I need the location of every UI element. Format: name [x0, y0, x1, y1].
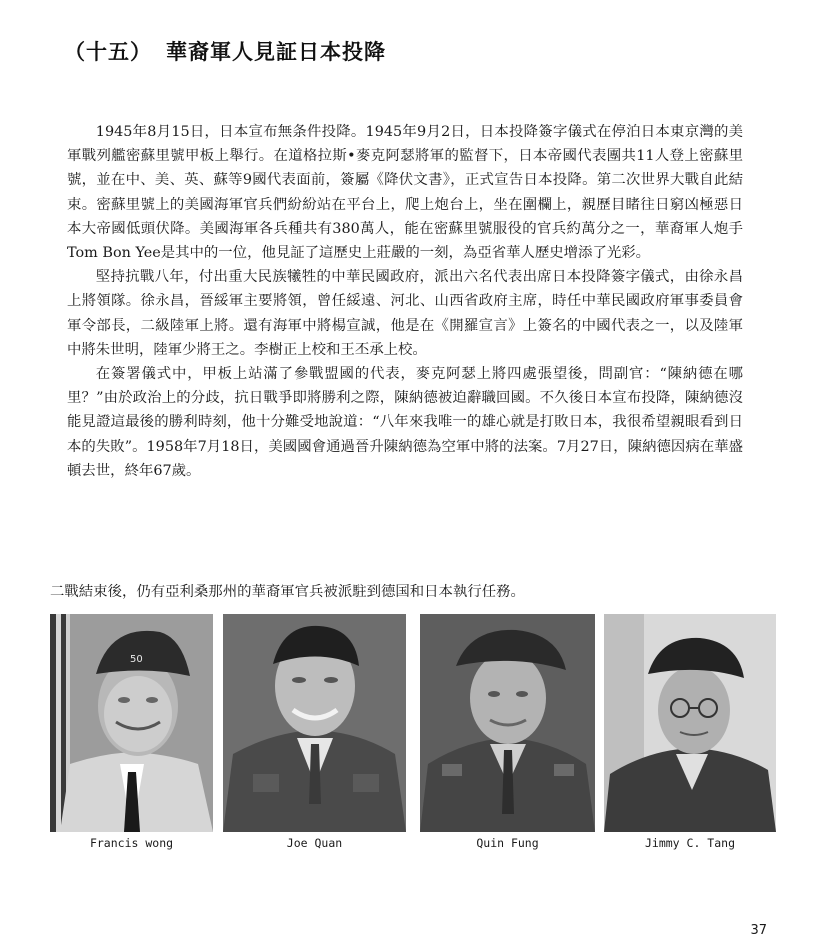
- photo-jimmy-c-tang: [604, 614, 776, 832]
- article-body: [67, 120, 743, 483]
- photo-name-quin-fung: Quin Fung: [476, 836, 539, 850]
- photo-caption: 二戰結束後，仍有亞利桑那州的華裔軍官兵被派駐到德国和日本執行任務。: [50, 584, 525, 600]
- portrait-image: [50, 614, 213, 832]
- section-title: [64, 36, 386, 66]
- paragraph: 在簽署儀式中，甲板上站滿了參戰盟國的代表，麥克阿瑟上將四處張望後，問副官：“陳納德在哪里？”由於政治上的分歧，抗日戰爭即將勝利之際，陳納德被迫辭職回國。不久後日本宣布投降，陳納德沒能見證這最後的勝利時刻，他十分難受地說道：“八年來我唯一的雄心就是打敗日本，我很希望親眼看到日本的失敗”。1958年7月18日，美國國會通過晉升陳納德為空軍中將的法案。7月27日，陳納德因病在華盛頓去世，終年67歲。: [67, 366, 743, 479]
- section-number: （十五）: [64, 40, 152, 64]
- photo-name-jimmy-c-tang: Jimmy C. Tang: [644, 836, 735, 850]
- photo-joe-quan: [223, 614, 406, 832]
- photo-name-joe-quan: Joe Quan: [286, 836, 343, 850]
- photo-name-francis-wong: Francis wong: [89, 836, 174, 850]
- cap-number: 50: [130, 654, 143, 665]
- paragraph: 1945年8月15日，日本宣布無条件投降。1945年9月2日，日本投降簽字儀式在停泊日本東京灣的美軍戰列艦密蘇里號甲板上舉行。在道格拉斯•麥克阿瑟將軍的監督下，日本帝國代表團共11人登上密蘇里號，並在中、美、英、蘇等9國代表面前，簽屬《降伏文書》，正式宣告日本投降。第二次世界大戰自此結束。密蘇里號上的美國海軍官兵們紛紛站在平台上，爬上炮台上，坐在圍欄上，親歷目睹往日窮凶極惡日本大帝國低頭伏降。美國海軍各兵種共有380萬人，能在密蘇里號服役的官兵約萬分之一，華裔軍人炮手Tom Bon Yee是其中的一位，他見証了這歷史上莊嚴的一刻，為亞省華人歷史增添了光彩。: [67, 124, 743, 262]
- page-number: 37: [750, 923, 767, 938]
- photo-francis-wong: [50, 614, 213, 832]
- photo-quin-fung: [420, 614, 595, 832]
- paragraph: 堅持抗戰八年，付出重大民族犧牲的中華民國政府，派出六名代表出席日本投降簽字儀式，由徐永昌上將領隊。徐永昌，晉綏軍主要將領，曾任綏遠、河北、山西省政府主席，時任中華民國政府軍事委員會軍令部長，二級陸軍上將。還有海軍中將楊宣誠，他是在《開羅宣言》上簽名的中國代表之一，以及陸軍中將朱世明，陸軍少將王之。李樹正上校和王丕承上校。: [67, 269, 743, 358]
- portrait-image: [604, 614, 776, 832]
- portrait-image: [420, 614, 595, 832]
- section-heading: 華裔軍人見証日本投降: [166, 40, 386, 64]
- portrait-image: [223, 614, 406, 832]
